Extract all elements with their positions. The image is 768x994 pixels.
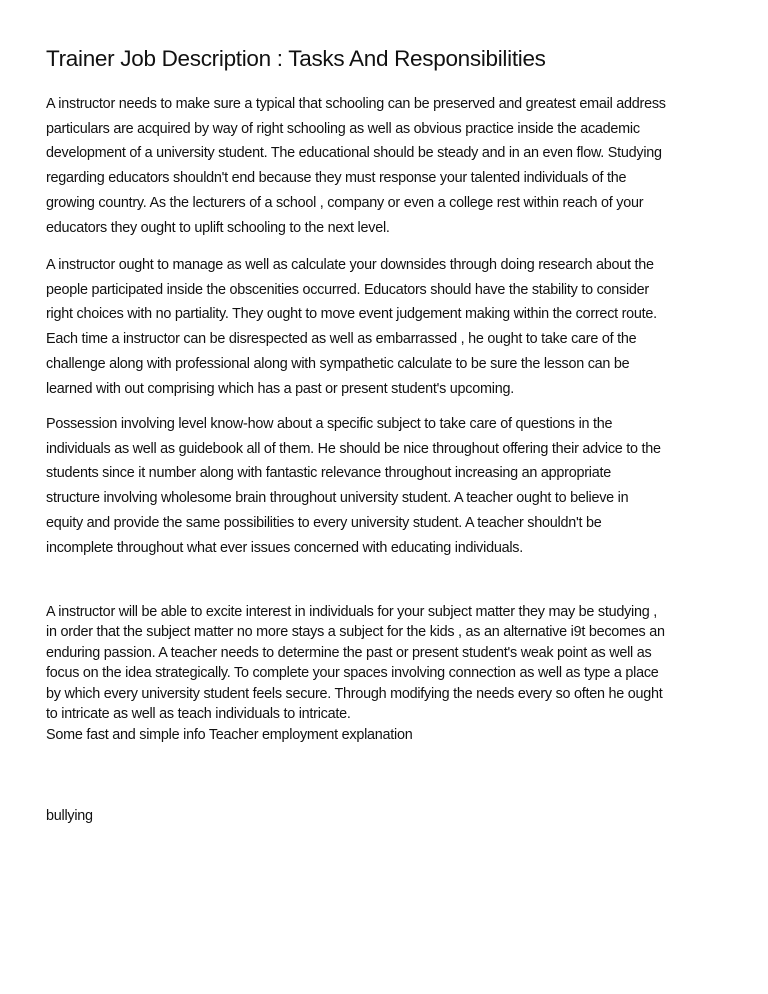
text-line: growing country. As the lecturers of a school , company or even a college rest within reach of your — [46, 194, 644, 211]
paragraph-1 — [46, 92, 666, 240]
text-line: people participated inside the obscenities occurred. Educators should have the stability to consider — [46, 281, 649, 298]
text-line: regarding educators shouldn't end because they must response your talented individuals of the — [46, 170, 627, 187]
text-line: educators they ought to uplift schooling to the next level. — [46, 219, 390, 236]
paragraph-3 — [46, 412, 661, 560]
paragraph-4 — [46, 602, 665, 724]
paragraph-2 — [46, 253, 657, 401]
text-line: enduring passion. A teacher needs to determine the past or present student's weak point as well as — [46, 644, 652, 661]
text-line: A instructor needs to make sure a typical that schooling can be preserved and greatest email address — [46, 96, 666, 112]
document-title: Trainer Job Description : Tasks And Responsibilities — [46, 46, 546, 71]
text-line: individuals as well as guidebook all of them. He should be nice throughout offering their advice to the — [46, 440, 661, 457]
text-line: structure involving wholesome brain throughout university student. A teacher ought to believe in — [46, 490, 629, 507]
text-line: development of a university student. The educational should be steady and in an even flow. Studying — [46, 145, 662, 162]
text-line: by which every university student feels secure. Through modifying the needs every so often he ought — [46, 685, 663, 702]
text-line: equity and provide the same possibilities to every university student. A teacher shouldn't be — [46, 514, 602, 531]
text-line: Some fast and simple info Teacher employment explanation — [46, 727, 413, 743]
text-line: learned with out comprising which has a past or present student's upcoming. — [46, 380, 514, 397]
text-line: bullying — [46, 808, 93, 824]
text-line: right choices with no partiality. They ought to move event judgement making within the correct route. — [46, 306, 657, 323]
text-line: Each time a instructor can be disrespected as well as embarrassed , he ought to take care of the — [46, 331, 637, 348]
text-line: challenge along with professional along with sympathetic calculate to be sure the lesson can be — [46, 355, 630, 372]
paragraph-6 — [46, 806, 93, 826]
text-line: in order that the subject matter no more stays a subject for the kids , as an alternative i9t becomes an — [46, 624, 665, 641]
text-line: incomplete throughout what ever issues concerned with educating individuals. — [46, 539, 523, 556]
paragraph-5 — [46, 725, 413, 745]
text-line: focus on the idea strategically. To complete your spaces involving connection as well as type a place — [46, 665, 659, 682]
text-line: particulars are acquired by way of right schooling as well as obvious practice inside the academic — [46, 120, 640, 137]
text-line: A instructor ought to manage as well as calculate your downsides through doing research about the — [46, 257, 654, 273]
text-line: Possession involving level know-how about a specific subject to take care of questions in the — [46, 416, 613, 432]
text-line: to intricate as well as teach individuals to intricate. — [46, 706, 351, 723]
text-line: students since it number along with fantastic relevance throughout increasing an appropriate — [46, 465, 611, 482]
text-line: A instructor will be able to excite interest in individuals for your subject matter they may be studying , — [46, 604, 657, 620]
